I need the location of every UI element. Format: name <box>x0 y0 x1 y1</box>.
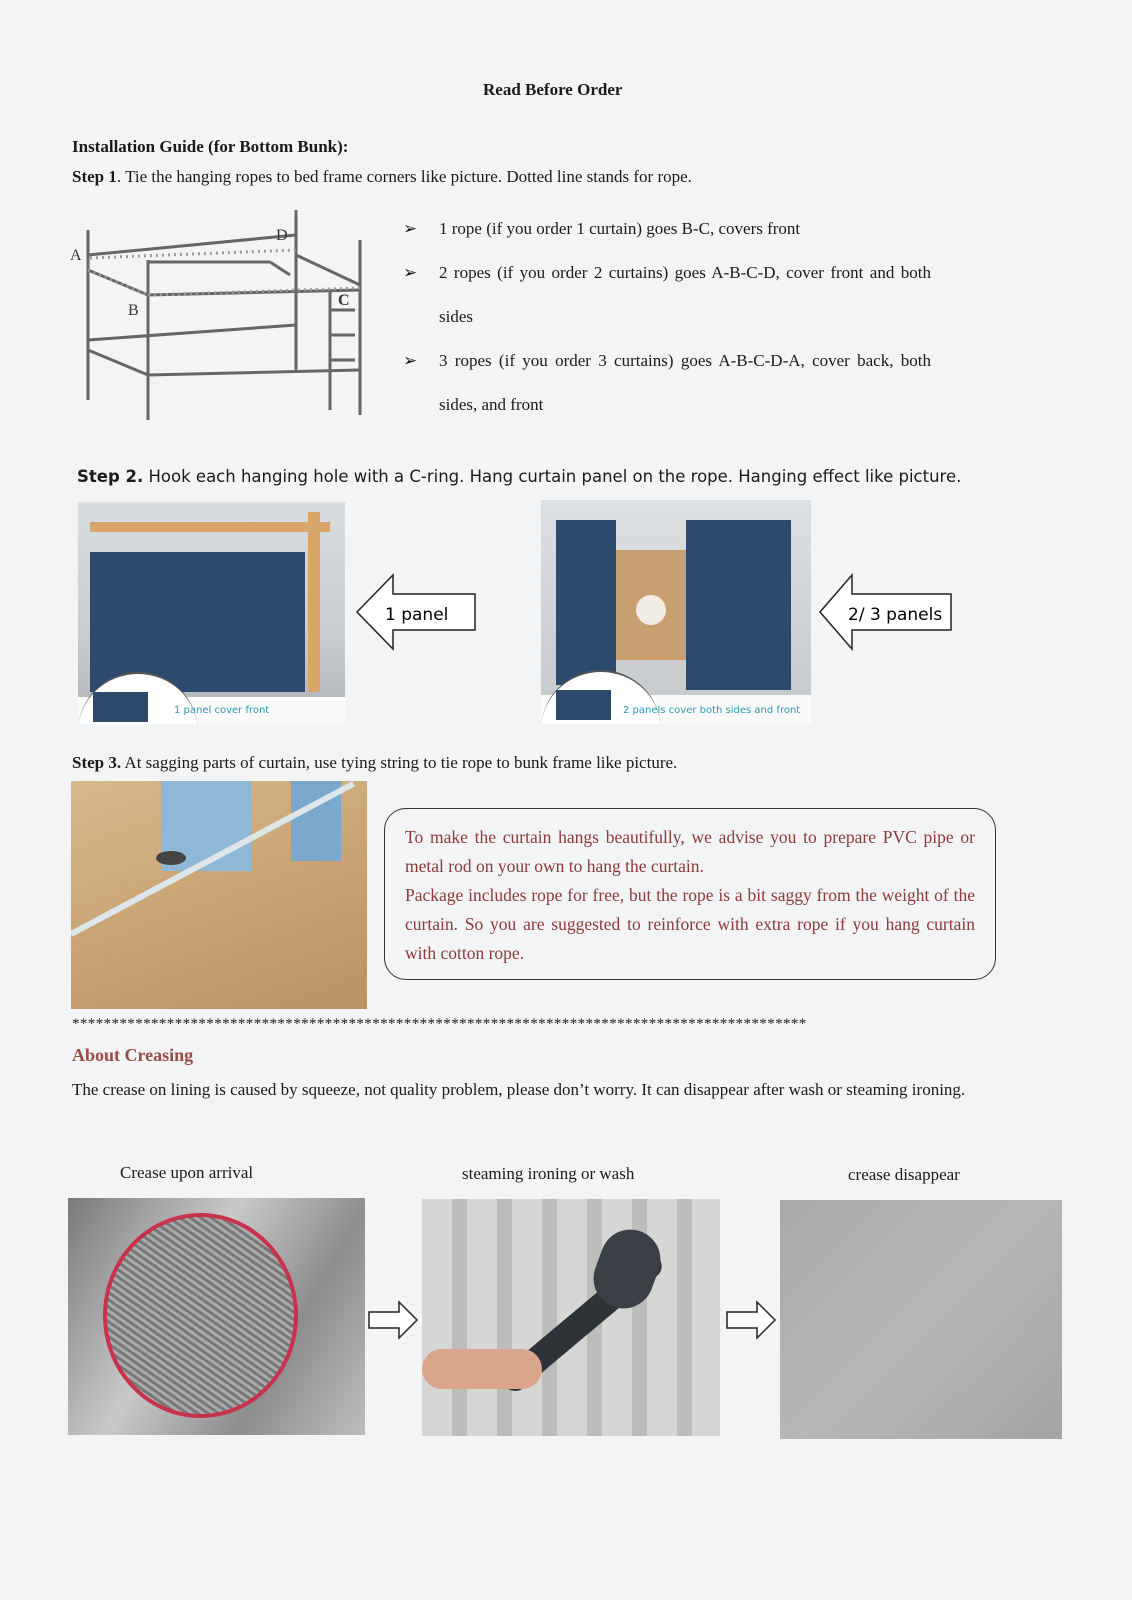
bunk-bed-diagram <box>70 210 380 430</box>
separator: ********************************************************************************************* <box>72 1016 807 1032</box>
advice-note-box <box>384 808 996 980</box>
caption-crease-disappear: crease disappear <box>848 1165 960 1184</box>
arrow-right-icon <box>367 1300 419 1340</box>
rope-tie-photo <box>71 781 367 1009</box>
svg-text:1 panel: 1 panel <box>385 605 449 625</box>
note-paragraph-2: Package includes rope for free, but the rope is a bit saggy from the weight of the curtain. So you are suggested to reinforce with extra rope if you hang curtain with cotton rope. <box>405 885 975 963</box>
creasing-text: The crease on lining is caused by squeeze, not quality problem, please don’t worry. It can disappear after wash or steaming ironing. <box>72 1080 966 1099</box>
bullet-3: ➢ 3 ropes (if you order 3 curtains) goes A-B-C-D-A, cover back, both sides, and front <box>403 351 931 414</box>
bullet-2: ➢ 2 ropes (if you order 2 curtains) goes A-B-C-D, cover front and both sides <box>403 263 931 326</box>
caption-two-panels: 2 panels cover both sides and front <box>623 705 801 716</box>
bullet-1: ➢ 1 rope (if you order 1 curtain) goes B-C, covers front <box>403 219 801 238</box>
rope-bullets <box>403 207 931 427</box>
steaming-photo <box>422 1199 720 1436</box>
corner-a: A <box>70 247 82 264</box>
smooth-fabric-photo <box>780 1200 1062 1439</box>
note-paragraph-1: To make the curtain hangs beautifully, we advise you to prepare PVC pipe or metal rod on your own to hang the curtain. <box>405 827 975 876</box>
corner-b: B <box>128 302 139 319</box>
corner-d: D <box>276 227 288 244</box>
svg-text:2/ 3 panels: 2/ 3 panels <box>848 605 943 625</box>
page-title: Read Before Order <box>483 80 623 99</box>
corner-c: C <box>338 292 350 309</box>
one-panel-photo <box>78 502 345 724</box>
caption-one-panel: 1 panel cover front <box>174 705 270 716</box>
caption-steaming: steaming ironing or wash <box>462 1164 635 1183</box>
creasing-heading: About Creasing <box>72 1045 194 1065</box>
install-heading: Installation Guide (for Bottom Bunk): <box>72 137 349 156</box>
step1-text: Step 1. Tie the hanging ropes to bed frame corners like picture. Dotted line stands for rope. <box>72 167 692 186</box>
arrow-1-panel <box>355 573 477 651</box>
two-panels-photo <box>541 500 811 724</box>
crease-photo <box>68 1198 365 1435</box>
arrow-right-icon <box>725 1300 777 1340</box>
step3-text: Step 3. At sagging parts of curtain, use tying string to tie rope to bunk frame like picture. <box>72 753 678 772</box>
step2-text: Step 2. Hook each hanging hole with a C-ring. Hang curtain panel on the rope. Hanging effect like picture. <box>77 467 962 486</box>
caption-crease-arrival: Crease upon arrival <box>120 1163 254 1182</box>
arrow-2-3-panels <box>818 573 953 651</box>
